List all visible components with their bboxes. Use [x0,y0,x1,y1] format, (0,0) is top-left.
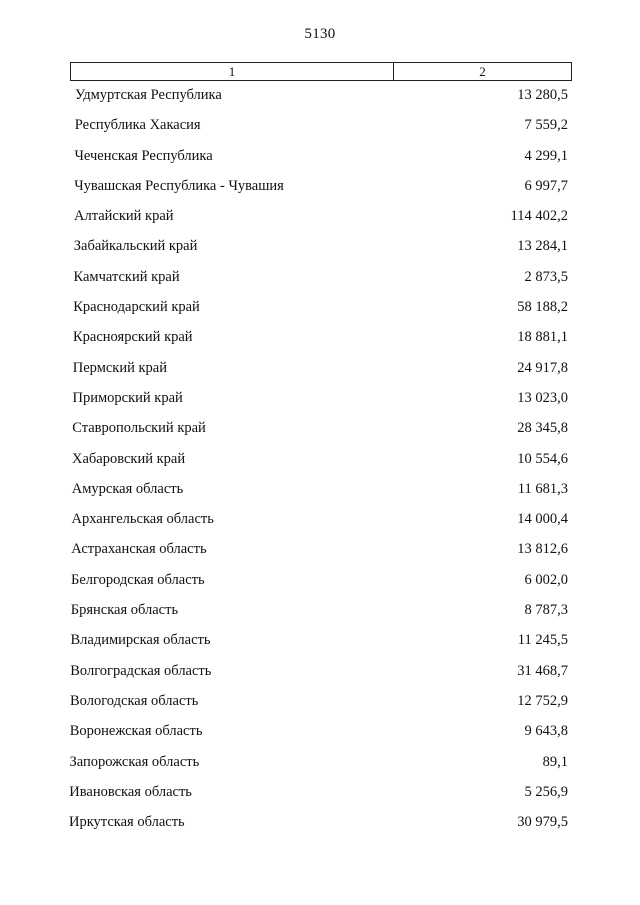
table-row [0,358,640,388]
region-name: Белгородская область [71,571,205,588]
region-value: 58 188,2 [517,299,568,316]
region-value: 2 873,5 [524,268,568,285]
table-row [0,479,640,509]
table-row [0,661,640,691]
table-column-header [70,62,572,81]
table-row [0,327,640,357]
region-name: Воронежская область [69,723,203,740]
region-value: 13 284,1 [517,238,568,255]
region-value: 10 554,6 [517,450,568,467]
table-row [0,782,640,812]
region-name: Удмуртская Республика [75,87,222,103]
table-row [0,206,640,236]
region-value: 28 345,8 [517,420,568,437]
region-name: Ивановская область [69,783,192,800]
region-name: Красноярский край [73,329,193,346]
region-value: 13 812,6 [517,541,568,558]
region-name: Приморский край [72,389,183,406]
table-row [0,600,640,630]
region-name: Ставропольский край [72,420,206,437]
table-row [0,721,640,751]
region-value: 8 787,3 [524,602,568,619]
column-header-1: 1 [71,63,394,80]
region-name: Пермский край [72,359,167,376]
region-name: Алтайский край [74,208,174,225]
column-header-2: 2 [479,64,486,79]
region-value: 30 979,5 [517,814,568,831]
region-value: 7 559,2 [524,117,568,134]
region-value: 18 881,1 [517,329,568,346]
region-name: Запорожская область [69,753,200,770]
region-value: 11 245,5 [517,632,568,649]
table-row [0,752,640,782]
region-value: 6 997,7 [524,177,568,194]
region-value: 13 023,0 [517,389,568,406]
table-row [0,509,640,539]
region-value: 9 643,8 [524,723,568,740]
region-value: 4 299,1 [524,147,568,164]
region-name: Волгоградская область [70,662,212,679]
region-value: 31 468,7 [517,662,568,679]
table-row [0,691,640,721]
region-value: 89,1 [542,753,568,770]
region-value: 13 280,5 [517,87,568,103]
region-name: Республика Хакасия [74,117,201,134]
region-name: Владимирская область [70,632,211,649]
table-row [0,539,640,569]
table-body [0,85,640,842]
table-row [0,812,640,842]
region-name: Чувашская Республика - Чувашия [74,177,284,194]
table-row [0,418,640,448]
table-row [0,630,640,660]
region-name: Забайкальский край [73,238,198,255]
region-value: 12 752,9 [517,692,568,709]
table-row [0,236,640,266]
region-name: Архангельская область [71,511,214,528]
page-number: 5130 [304,26,336,42]
region-name: Хабаровский край [72,450,186,467]
region-name: Иркутская область [69,814,185,831]
region-value: 5 256,9 [524,783,568,800]
region-name: Краснодарский край [73,299,200,316]
region-name: Брянская область [70,602,179,619]
region-value: 114 402,2 [510,208,568,225]
region-name: Амурская область [71,480,184,497]
table-row [0,115,640,145]
table-row [0,267,640,297]
table-row [0,146,640,176]
region-name: Астраханская область [71,541,207,558]
table-row [0,570,640,600]
region-name: Вологодская область [70,692,199,709]
region-value: 6 002,0 [524,571,568,588]
region-name: Камчатский край [73,268,180,285]
table-row [0,176,640,206]
region-name: Чеченская Республика [74,147,213,164]
region-value: 11 681,3 [517,480,568,497]
region-value: 24 917,8 [517,359,568,376]
region-value: 14 000,4 [517,511,568,528]
table-row [0,297,640,327]
table-row [0,388,640,418]
table-row [0,449,640,479]
table-row [0,85,640,115]
